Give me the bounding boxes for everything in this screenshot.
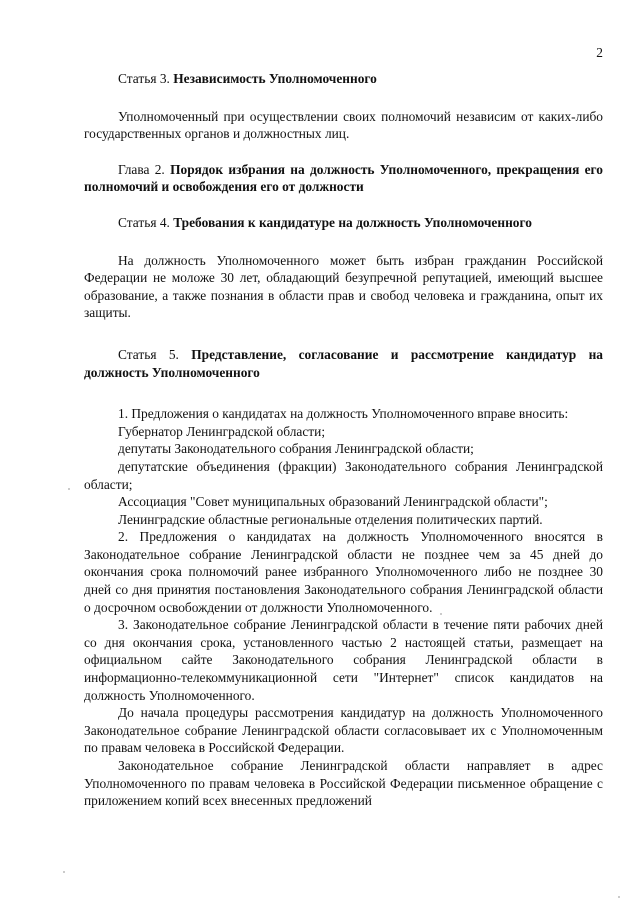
scan-speck [68, 488, 70, 490]
list-item: Ленинградские областные региональные отделения политических партий. [118, 511, 543, 527]
scan-speck [63, 871, 65, 873]
article-4-text: На должность Уполномоченного может быть избран гражданин Российской Федерации не моложе 30 лет, обладающий безупречной репутацией, имеющий высшее образование, а также познания в области прав и свобод человека и гражданина, опыт их защиты. [84, 252, 603, 321]
article-3-heading [84, 70, 603, 88]
chapter-2-label: Глава 2. [118, 161, 165, 177]
chapter-2-heading [84, 161, 603, 196]
list-item: Ассоциация "Совет муниципальных образований Ленинградской области"; [118, 494, 548, 510]
part-1-intro: 1. Предложения о кандидатах на должность Уполномоченного вправе вносить: [118, 406, 569, 422]
page-number: 2 [596, 45, 603, 60]
part-3-text: 3. Законодательное собрание Ленинградской области в течение пяти рабочих дней со дня окончания срока, установленного частью 2 настоящей статьи, размещает на официальном сайте Законодательного собрания Ленинградской области в информационно-телекоммуникационной сети "Интернет" список кандидатов на должность Уполномоченного. [84, 617, 603, 703]
list-item: депутаты Законодательного собрания Ленинградской области; [118, 441, 474, 457]
article-5-label: Статья 5. [118, 346, 179, 362]
article-4-heading [84, 214, 603, 232]
paragraph-agreement: До начала процедуры рассмотрения кандидатур на должность Уполномоченного Законодательное собрание Ленинградской области согласовывает их с Уполномоченным по правам человека в Российской Федерации. [84, 705, 603, 756]
scan-speck [440, 613, 442, 615]
article-4-title: Требования к кандидатуре на должность Уполномоченного [173, 214, 532, 230]
list-item: депутатские объединения (фракции) Законодательного собрания Ленинградской области; [84, 458, 603, 492]
article-3-label: Статья 3. [118, 71, 170, 86]
document-body [84, 70, 603, 810]
article-3-text: Уполномоченный при осуществлении своих полномочий независим от каких-либо государственных органов и должностных лиц. [84, 108, 603, 142]
article-5-part-1 [84, 405, 603, 528]
chapter-2-title: Порядок избрания на должность Уполномоченного, прекращения его полномочий и освобождения его от должности [84, 161, 603, 195]
article-5-heading [84, 346, 603, 381]
article-5-title: Представление, согласование и рассмотрение кандидатур на должность Уполномоченного [84, 346, 603, 380]
article-4-label: Статья 4. [118, 214, 170, 230]
list-item: Губернатор Ленинградской области; [118, 423, 326, 439]
scan-speck [618, 896, 620, 898]
part-2-text: 2. Предложения о кандидатах на должность Уполномоченного вносятся в Законодательное собрание Ленинградской области не позднее чем за 45 дней до окончания срока полномочий ранее избранного Уполномоченного либо не позднее 30 дней со дня принятия постановления Законодательного собрания Ленинградской области о досрочном освобождении от должности Уполномоченного. [84, 529, 603, 615]
paragraph-appeal: Законодательное собрание Ленинградской области направляет в адрес Уполномоченного по правам человека в Российской Федерации письменное обращение с приложением копий всех внесенных предложений [84, 758, 603, 809]
article-3-title: Независимость Уполномоченного [173, 71, 377, 86]
